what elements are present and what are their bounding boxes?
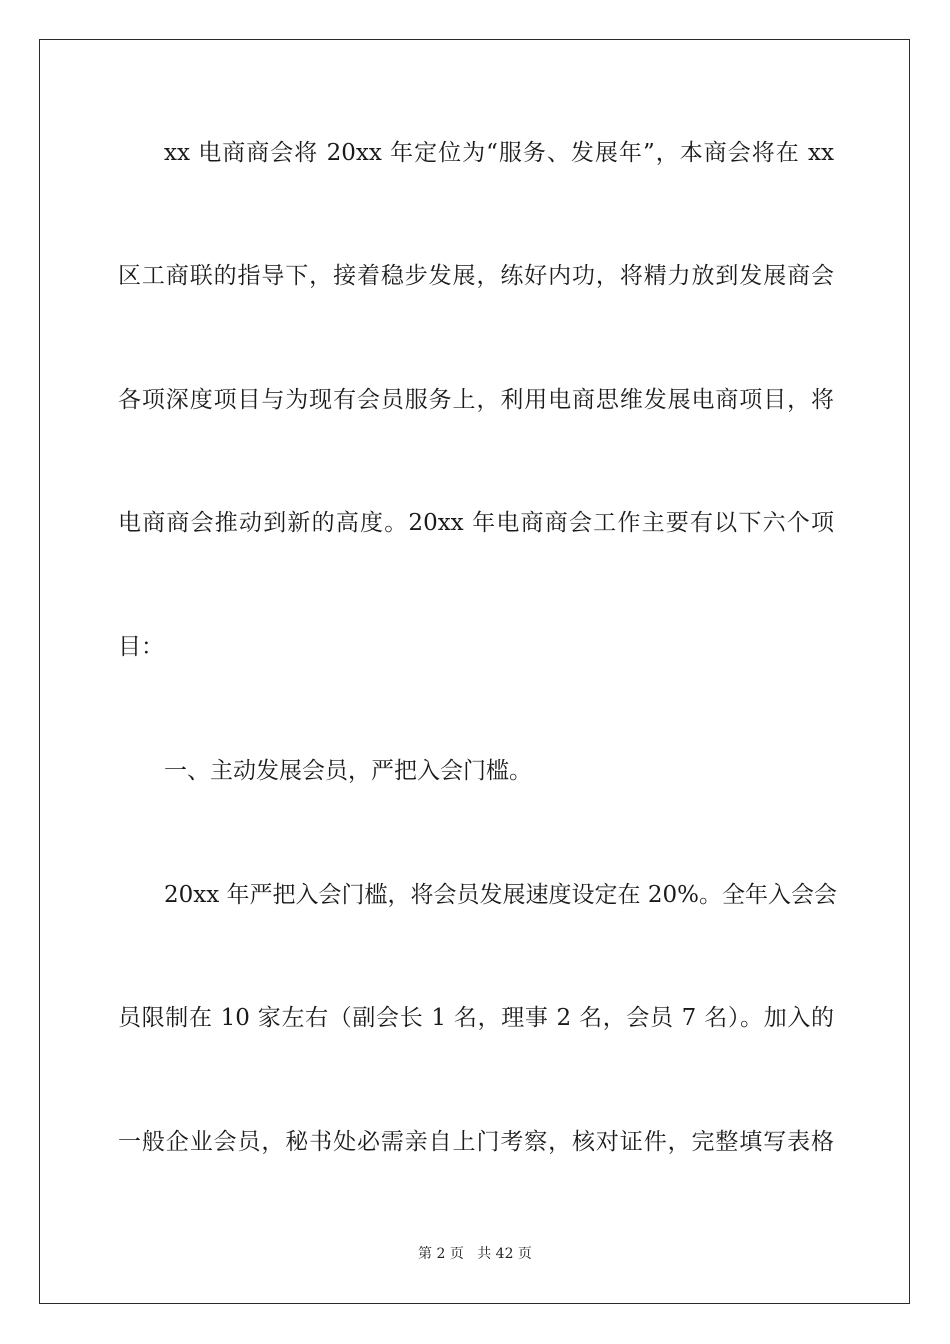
paragraph-line: 一般企业会员，秘书处必需亲自上门考察，核对证件，完整填写表格 [118, 1129, 834, 1155]
section-heading: 一、主动发展会员，严把入会门槛。 [164, 758, 532, 784]
page-total: 共 42 页 [477, 1246, 532, 1262]
paragraph-line: 电商商会推动到新的高度。20xx 年电商商会工作主要有以下六个项 [118, 510, 834, 536]
paragraph-line: 各项深度项目与为现有会员服务上，利用电商思维发展电商项目，将 [118, 387, 834, 413]
page-border [39, 39, 910, 1304]
paragraph-line: 目： [118, 634, 164, 660]
page-footer [0, 1244, 950, 1264]
page-number: 第 2 页 [418, 1246, 464, 1262]
paragraph-line: xx 电商商会将 20xx 年定位为“服务、发展年”，本商会将在 xx [164, 140, 834, 166]
paragraph-line: 20xx 年严把入会门槛，将会员发展速度设定在 20%。全年入会会 [164, 882, 837, 908]
paragraph-line: 员限制在 10 家左右（副会长 1 名，理事 2 名，会员 7 名）。加入的 [118, 1005, 834, 1031]
paragraph-line: 区工商联的指导下，接着稳步发展，练好内功，将精力放到发展商会 [118, 263, 834, 289]
